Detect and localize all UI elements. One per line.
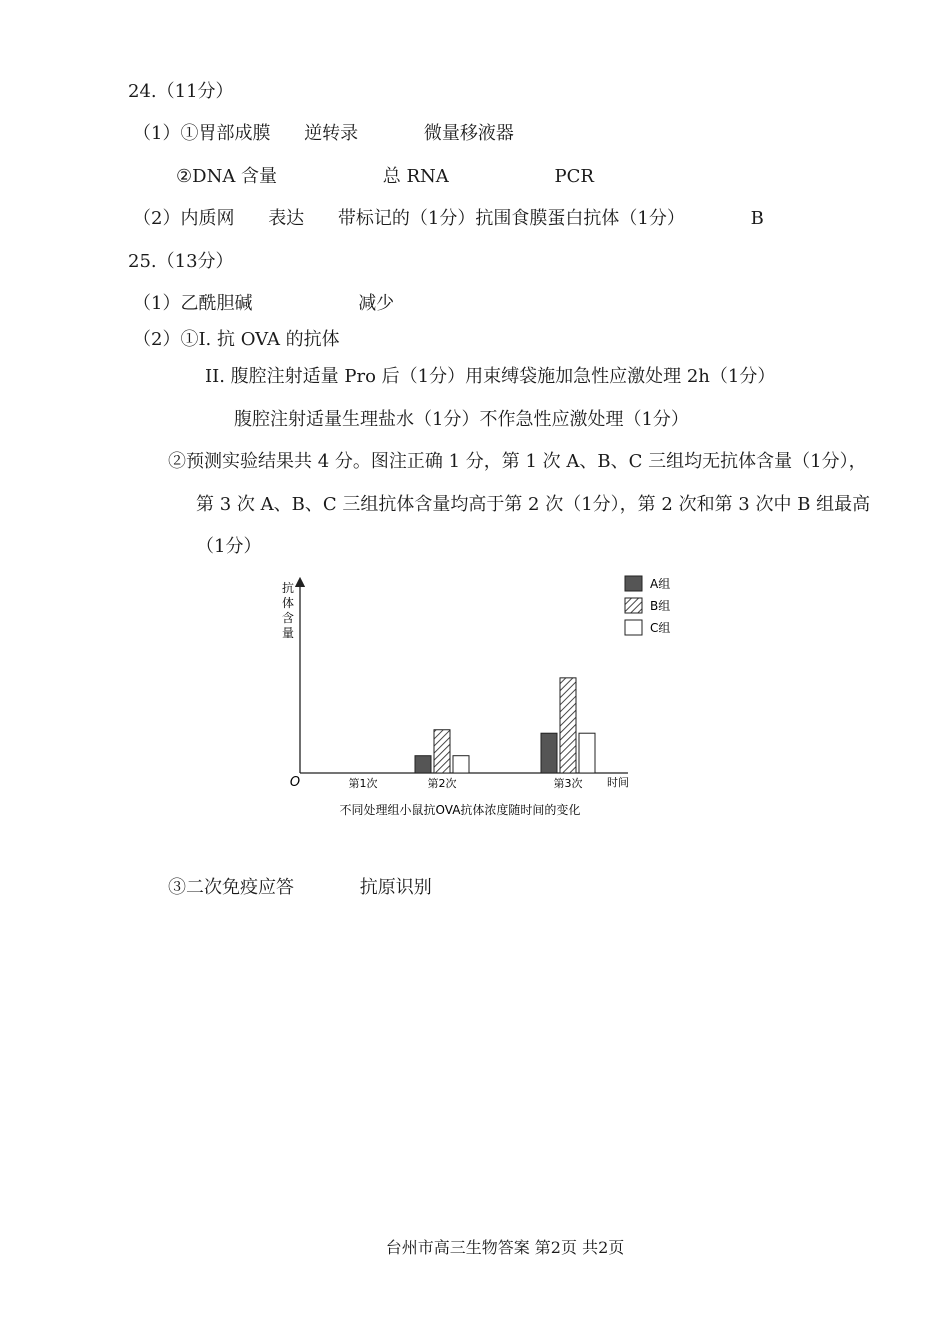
origin-label: O	[289, 775, 301, 790]
q24-p2-answer4: B	[750, 208, 764, 229]
q24-p1-label: （1）①胃部成膜	[133, 123, 271, 144]
legend-swatch	[625, 598, 642, 613]
bar-A组-第3次	[541, 733, 557, 773]
q25-p3-label: ③二次免疫应答	[168, 877, 294, 898]
chart-title: 不同处理组小鼠抗OVA抗体浓度随时间的变化	[339, 803, 581, 817]
q25-p1-label: （1）乙酰胆碱	[133, 293, 253, 314]
q24-p2-answer2: 表达	[268, 208, 305, 229]
q24-p1b-answer3: PCR	[554, 166, 594, 187]
y-axis-label: 抗体含量	[281, 581, 295, 640]
q24-part1	[133, 122, 514, 146]
q25-part1	[133, 292, 394, 316]
q24-p2-answer3: 带标记的（1分）抗围食膜蛋白抗体（1分）	[337, 208, 685, 229]
q24-title: 24.（11分）	[128, 81, 234, 102]
q25-part3	[168, 876, 432, 900]
q25-part2-ii-a: II. 腹腔注射适量 Pro 后（1分）用束缚袋施加急性应激处理 2h（1分）	[205, 366, 776, 387]
q24-p1b-answer2: 总 RNA	[382, 166, 449, 187]
x-tick-label: 第2次	[427, 777, 457, 790]
x-tick-label: 第3次	[553, 777, 583, 790]
q24-part1b	[176, 165, 594, 189]
x-axis-label: 时间	[607, 776, 629, 789]
q25-p3-answer2: 抗原识别	[359, 877, 432, 898]
bar-C组-第3次	[579, 733, 595, 773]
bar-A组-第2次	[415, 756, 431, 773]
legend-label: B组	[650, 599, 671, 613]
bar-B组-第3次	[560, 678, 576, 773]
antibody-bar-chart	[270, 570, 690, 830]
q25-prediction-line2: 第 3 次 A、B、C 三组抗体含量均高于第 2 次（1分），第 2 次和第 3 次中 B 组最高	[196, 494, 871, 515]
q25-p1-answer2: 减少	[358, 293, 395, 314]
bar-B组-第2次	[434, 730, 450, 773]
legend-swatch	[625, 576, 642, 591]
q24-part2	[133, 207, 764, 231]
q24-p1-answer3: 微量移液器	[423, 123, 514, 144]
q25-part2-head: （2）①I. 抗 OVA 的抗体	[133, 329, 340, 350]
bar-C组-第2次	[453, 756, 469, 773]
q24-p1-answer2: 逆转录	[304, 123, 359, 144]
q24-p2-label: （2）内质网	[133, 208, 235, 229]
q25-prediction-line1: ②预测实验结果共 4 分。图注正确 1 分，第 1 次 A、B、C 三组均无抗体含量（1分），	[168, 451, 867, 472]
page-footer: 台州市高三生物答案 第2页 共2页	[385, 1238, 625, 1257]
legend-label: A组	[650, 577, 671, 591]
q25-prediction-line3: （1分）	[196, 536, 262, 557]
q25-title: 25.（13分）	[128, 251, 234, 272]
q24-p1b-label: ②DNA 含量	[176, 166, 278, 187]
q25-part2-ii-b: 腹腔注射适量生理盐水（1分）不作急性应激处理（1分）	[234, 409, 689, 430]
legend-label: C组	[650, 621, 671, 635]
x-tick-label: 第1次	[348, 777, 378, 790]
legend-swatch	[625, 620, 642, 635]
